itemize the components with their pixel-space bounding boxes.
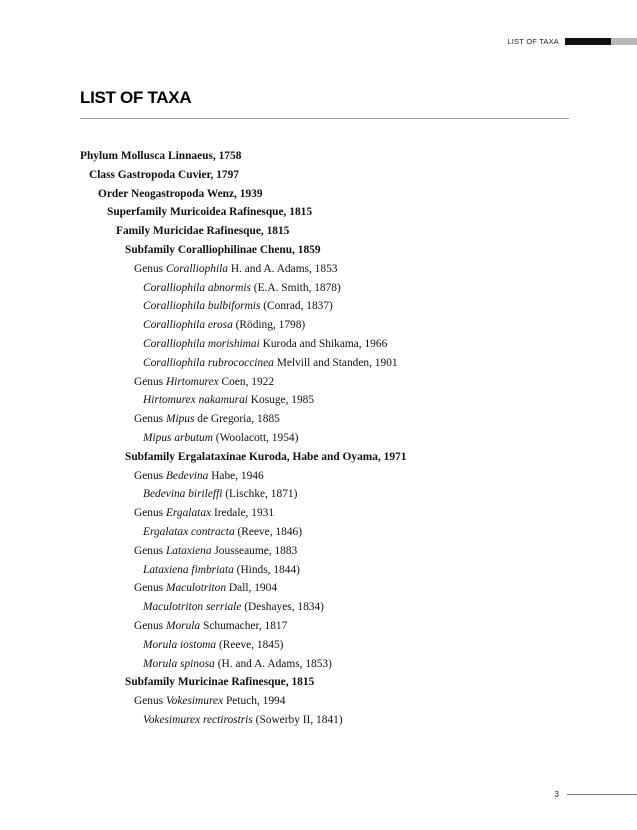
footer-rule (567, 794, 637, 795)
taxon-name: Morula iostoma (143, 638, 217, 651)
taxon-entry (80, 711, 600, 730)
taxon-label: Subfamily Ergalataxinae Kuroda, Habe and Oyama, 1971 (125, 450, 407, 463)
taxon-authority: (H. and A. Adams, 1853) (214, 657, 332, 670)
taxon-name: Maculotriton serriale (143, 601, 242, 614)
running-head-label: LIST OF TAXA (507, 36, 559, 46)
running-head-gray-bar (611, 38, 637, 45)
taxon-name: Lataxiena (165, 544, 212, 557)
taxon-name: Coralliophila (165, 262, 228, 275)
taxon-name: Mipus arbutum (143, 431, 213, 444)
taxon-authority: (E.A. Smith, 1878) (250, 281, 341, 294)
taxon-name: Coralliophila bulbiformis (143, 300, 261, 313)
page-number: 3 (554, 789, 559, 799)
taxon-authority: (Woolacott, 1954) (212, 431, 299, 444)
taxon-label: Phylum Mollusca Linnaeus, 1758 (80, 150, 242, 162)
taxon-entry (80, 203, 600, 222)
taxon-entry (80, 655, 600, 674)
taxon-entry (80, 485, 600, 504)
taxon-entry (80, 297, 600, 316)
taxon-label: Subfamily Coralliophilinae Chenu, 1859 (125, 243, 321, 256)
taxon-rank: Genus (134, 695, 166, 708)
taxon-authority: Iredale, 1931 (211, 507, 275, 520)
taxon-entry (80, 692, 600, 711)
taxon-name: Coralliophila rubrococcinea (143, 356, 274, 369)
taxon-entry (80, 598, 600, 617)
taxon-entry (80, 410, 600, 429)
taxon-name: Morula spinosa (143, 657, 215, 670)
taxon-rank: Genus (134, 544, 166, 557)
taxon-label: Superfamily Muricoidea Rafinesque, 1815 (107, 206, 313, 219)
running-head (507, 36, 637, 46)
taxon-authority: Melvill and Standen, 1901 (273, 356, 398, 369)
taxon-authority: Coen, 1922 (218, 375, 275, 388)
taxon-label: Family Muricidae Rafinesque, 1815 (116, 225, 290, 238)
taxon-entry (80, 185, 600, 204)
taxon-rank: Genus (134, 619, 166, 632)
taxon-rank: Genus (134, 262, 166, 275)
taxon-authority: (Deshayes, 1834) (241, 601, 324, 614)
taxon-authority: Schumacher, 1817 (200, 619, 288, 632)
taxon-entry (80, 166, 600, 185)
taxon-rank: Genus (134, 582, 166, 595)
taxon-name: Vokesimurex (165, 695, 224, 708)
title-divider (80, 118, 569, 119)
taxon-label: Subfamily Muricinae Rafinesque, 1815 (125, 676, 315, 689)
taxon-rank: Genus (134, 375, 166, 388)
taxon-name: Vokesimurex rectirostris (143, 713, 253, 726)
taxon-entry (80, 504, 600, 523)
taxon-authority: (Lischke, 1871) (222, 488, 298, 501)
taxon-entry (80, 260, 600, 279)
taxon-entry (80, 429, 600, 448)
taxon-entry (80, 222, 600, 241)
taxon-name: Maculotriton (165, 582, 227, 595)
taxon-label: Class Gastropoda Cuvier, 1797 (89, 168, 239, 181)
taxon-name: Bedevina birileffi (143, 488, 223, 501)
taxon-authority: Jousseaume, 1883 (211, 544, 298, 557)
taxon-entry (80, 579, 600, 598)
taxon-name: Lataxiena fimbriata (143, 563, 234, 576)
taxon-name: Coralliophila abnormis (143, 281, 251, 294)
taxon-authority: (Röding, 1798) (232, 319, 306, 332)
taxon-authority: Kuroda and Shikama, 1966 (259, 337, 388, 350)
taxon-entry (80, 448, 600, 467)
taxon-rank: Genus (134, 469, 166, 482)
taxon-name: Hirtomurex nakamurai (143, 394, 248, 407)
taxon-name: Coralliophila morishimai (143, 337, 260, 350)
taxon-entry (80, 561, 600, 580)
taxon-authority: (Hinds, 1844) (233, 563, 300, 576)
taxon-entry (80, 373, 600, 392)
taxon-entry (80, 391, 600, 410)
taxon-entry (80, 335, 600, 354)
taxon-entry (80, 542, 600, 561)
taxon-name: Ergalatax (165, 507, 212, 520)
taxon-entry (80, 523, 600, 542)
taxon-name: Coralliophila erosa (143, 319, 233, 332)
running-head-black-bar (565, 38, 611, 45)
taxon-rank: Genus (134, 507, 166, 520)
taxon-authority: de Gregoria, 1885 (194, 413, 280, 426)
taxon-entry (80, 279, 600, 298)
taxon-authority: (Sowerby II, 1841) (252, 713, 343, 726)
taxon-authority: Kosuge, 1985 (247, 394, 315, 407)
taxon-name: Bedevina (165, 469, 209, 482)
taxa-list (80, 147, 600, 730)
taxon-entry (80, 467, 600, 486)
taxon-authority: (Reeve, 1845) (216, 638, 284, 651)
taxon-name: Ergalatax contracta (143, 525, 235, 538)
taxon-name: Mipus (165, 413, 195, 426)
taxon-entry (80, 673, 600, 692)
taxon-authority: Habe, 1946 (208, 469, 264, 482)
taxon-name: Hirtomurex (165, 375, 219, 388)
taxon-entry (80, 241, 600, 260)
taxon-authority: (Conrad, 1837) (260, 300, 333, 313)
taxon-entry (80, 316, 600, 335)
taxon-entry (80, 147, 600, 166)
page-footer (555, 788, 637, 800)
taxon-name: Morula (165, 619, 201, 632)
taxon-authority: H. and A. Adams, 1853 (227, 262, 338, 275)
taxon-authority: Petuch, 1994 (223, 695, 286, 708)
taxon-entry (80, 617, 600, 636)
taxon-label: Order Neogastropoda Wenz, 1939 (98, 187, 263, 200)
page-title: LIST OF TAXA (80, 88, 192, 107)
taxon-entry (80, 636, 600, 655)
taxon-authority: Dall, 1904 (226, 582, 278, 595)
taxon-rank: Genus (134, 413, 166, 426)
taxon-entry (80, 354, 600, 373)
taxon-authority: (Reeve, 1846) (234, 525, 303, 538)
